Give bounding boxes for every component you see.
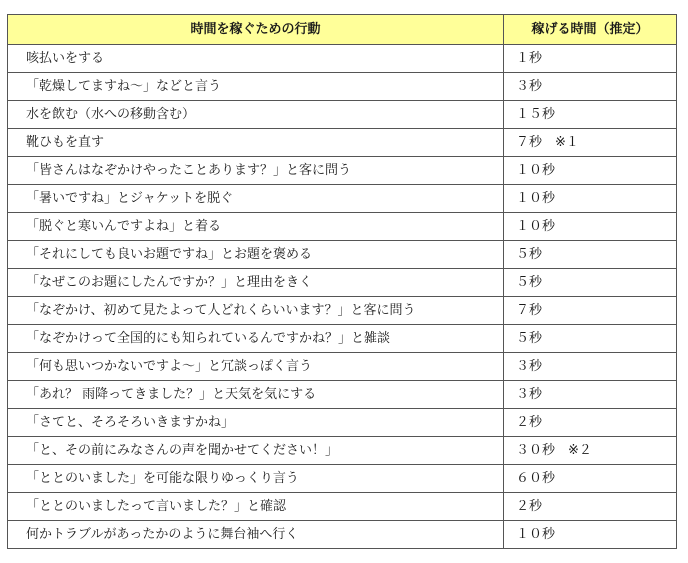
table-row (8, 381, 677, 409)
action-cell: 「なぞかけ、初めて見たよって人どれくらいいます？」と客に問う (8, 297, 504, 325)
action-cell: 「あれ？ 雨降ってきました？」と天気を気にする (8, 381, 504, 409)
header-action: 時間を稼ぐための行動 (8, 15, 504, 45)
table-row (8, 521, 677, 549)
table-row (8, 437, 677, 465)
table-body (8, 45, 677, 549)
time-cell: １０秒 (504, 157, 677, 185)
table-row (8, 297, 677, 325)
time-cell: ５秒 (504, 241, 677, 269)
table-row (8, 101, 677, 129)
action-cell: 「それにしても良いお題ですね」とお題を褒める (8, 241, 504, 269)
time-cell: １０秒 (504, 521, 677, 549)
action-cell: 「なぜこのお題にしたんですか？」と理由をきく (8, 269, 504, 297)
time-cell: ６０秒 (504, 465, 677, 493)
action-cell: 「暑いですね」とジャケットを脱ぐ (8, 185, 504, 213)
time-cell: １秒 (504, 45, 677, 73)
action-cell: 「ととのいました」を可能な限りゆっくり言う (8, 465, 504, 493)
action-cell: 靴ひもを直す (8, 129, 504, 157)
action-cell: 「なぞかけって全国的にも知られているんですかね？」と雑談 (8, 325, 504, 353)
time-cell: ５秒 (504, 269, 677, 297)
time-cell: １０秒 (504, 213, 677, 241)
time-cell: ３秒 (504, 73, 677, 101)
header-row (8, 15, 677, 45)
action-cell: 何かトラブルがあったかのように舞台袖へ行く (8, 521, 504, 549)
time-cell: １０秒 (504, 185, 677, 213)
table-row (8, 213, 677, 241)
table-row (8, 129, 677, 157)
time-cell: ２秒 (504, 493, 677, 521)
time-cell: ３０秒 ※２ (504, 437, 677, 465)
time-cell: ５秒 (504, 325, 677, 353)
table-row (8, 493, 677, 521)
time-cell: ７秒 (504, 297, 677, 325)
table-header (8, 15, 677, 45)
time-stalling-table (7, 14, 677, 549)
table-row (8, 269, 677, 297)
action-cell: 「さてと、そろそろいきますかね」 (8, 409, 504, 437)
action-cell: 水を飲む（水への移動含む） (8, 101, 504, 129)
table-row (8, 73, 677, 101)
action-cell: 「皆さんはなぞかけやったことあります？」と客に問う (8, 157, 504, 185)
table-row (8, 241, 677, 269)
table-row (8, 45, 677, 73)
action-cell: 咳払いをする (8, 45, 504, 73)
table-row (8, 353, 677, 381)
table-row (8, 409, 677, 437)
table-row (8, 325, 677, 353)
table-row (8, 465, 677, 493)
action-cell: 「乾燥してますね～」などと言う (8, 73, 504, 101)
time-cell: ３秒 (504, 353, 677, 381)
action-cell: 「何も思いつかないですよ～」と冗談っぽく言う (8, 353, 504, 381)
action-cell: 「脱ぐと寒いんですよね」と着る (8, 213, 504, 241)
time-cell: ２秒 (504, 409, 677, 437)
action-cell: 「と、その前にみなさんの声を聞かせてください！」 (8, 437, 504, 465)
time-cell: ７秒 ※１ (504, 129, 677, 157)
table-row (8, 157, 677, 185)
time-cell: １５秒 (504, 101, 677, 129)
header-time: 稼げる時間（推定） (504, 15, 677, 45)
table-row (8, 185, 677, 213)
time-cell: ３秒 (504, 381, 677, 409)
action-cell: 「ととのいましたって言いました？」と確認 (8, 493, 504, 521)
